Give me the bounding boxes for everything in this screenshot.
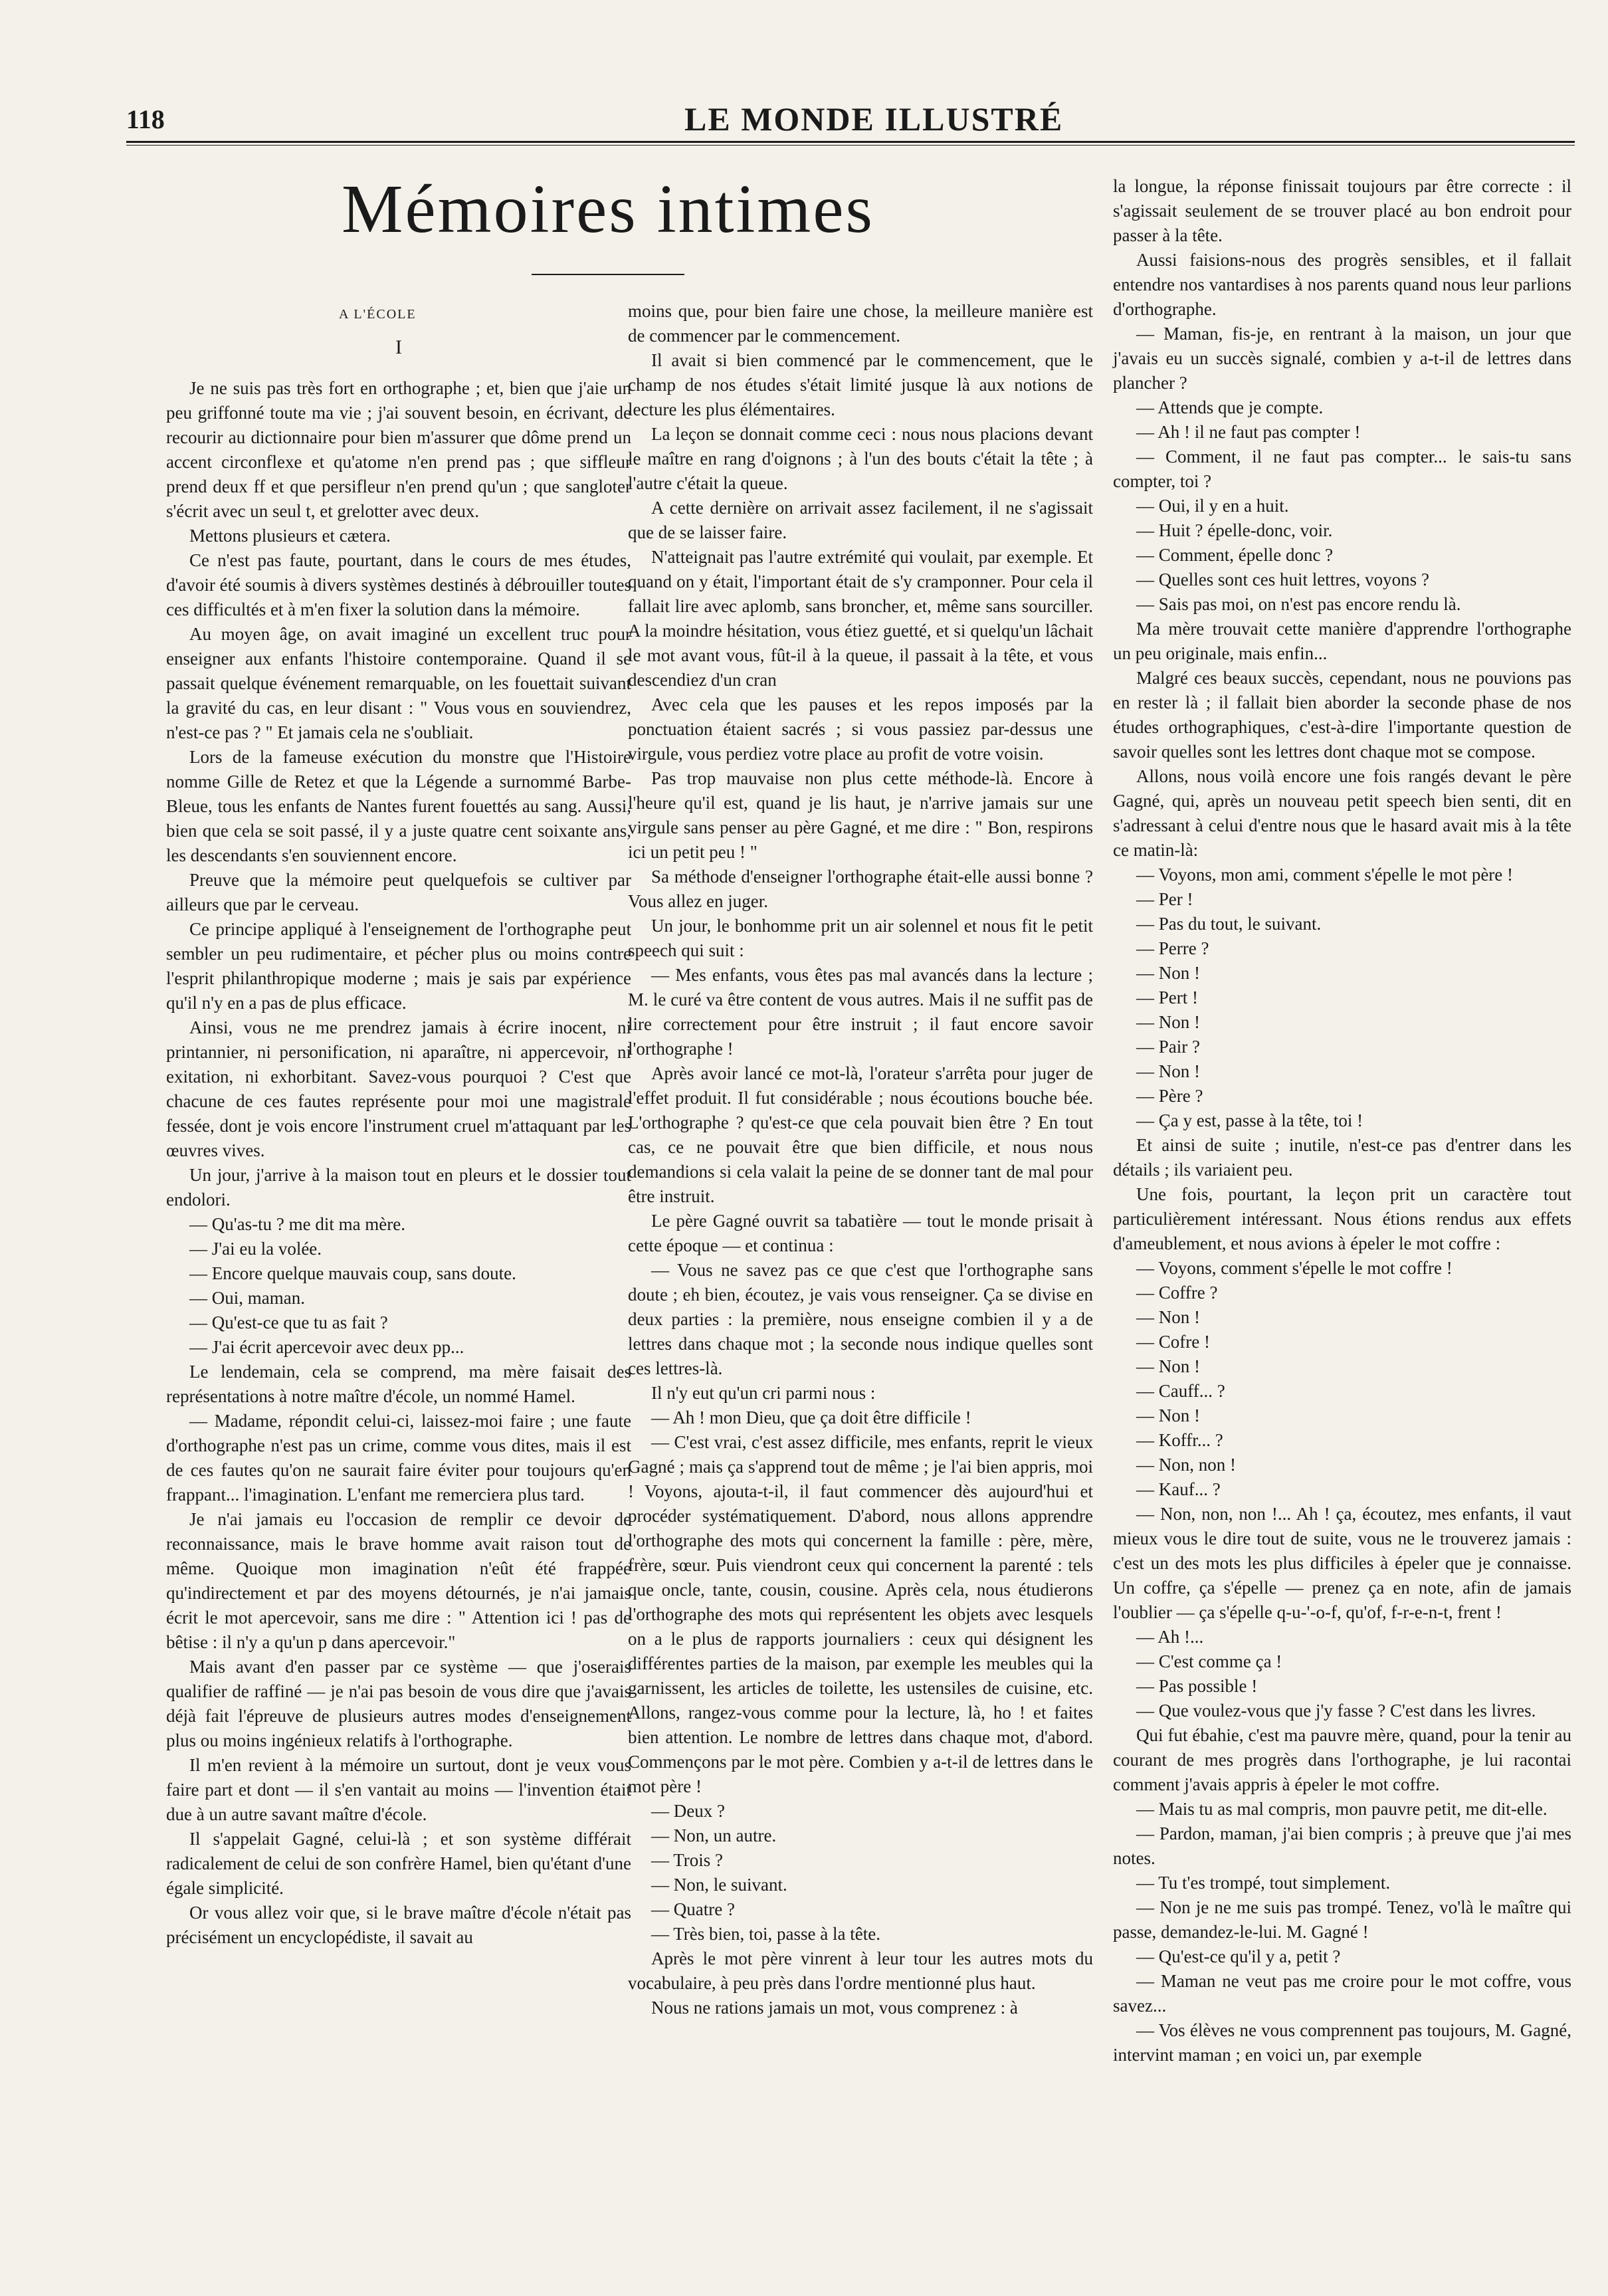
running-head: LE MONDE ILLUSTRÉ	[684, 100, 1064, 138]
paragraph: — Madame, répondit celui-ci, laissez-moi faire ; une faute d'orthographe n'est pas un crime, comme vous dites, mais il est de ces fautes qu'on ne saurait faire éviter pour toujours qu'en frappant... l'imagination. L'enfant me remerciera plus tard.	[166, 1411, 631, 1505]
paragraph: Au moyen âge, on avait imaginé un excellent truc pour enseigner aux enfants l'histoire contemporaine. Quand il se passait quelque événement remarquable, on les fouettait suivant la gravité du cas, en leur disant : " Vous vous en souviendrez, n'est-ce pas ? " Et jamais cela ne s'oubliait.	[166, 624, 631, 742]
paragraph: moins que, pour bien faire une chose, la meilleure manière est de commencer par le commencement.	[628, 301, 1093, 346]
paragraph: — Qu'est-ce que tu as fait ?	[189, 1312, 388, 1332]
paragraph: — Non !	[1136, 1061, 1200, 1081]
paragraph: — Non !	[1136, 1356, 1200, 1376]
paragraph: — Attends que je compte.	[1136, 397, 1324, 417]
paragraph: — Maman ne veut pas me croire pour le mot coffre, vous savez...	[1113, 1971, 1571, 2016]
paragraph: Ce principe appliqué à l'enseignement de l'orthographe peut sembler un peu rudimentaire, et pécher plus ou moins contre l'esprit philanthropique moderne ; mais je sais par expérience qu'il n'y en a pas de plus efficace.	[166, 919, 631, 1013]
paragraph: — Vos élèves ne vous comprennent pas toujours, M. Gagné, intervint maman ; en voici un, par exemple	[1113, 2020, 1571, 2065]
paragraph: — Non !	[1136, 1012, 1200, 1032]
paragraph: Et ainsi de suite ; inutile, n'est-ce pas d'entrer dans les détails ; ils variaient peu.	[1113, 1135, 1571, 1180]
paragraph: — Qu'as-tu ? me dit ma mère.	[189, 1214, 406, 1234]
paragraph: — Non, le suivant.	[651, 1875, 787, 1895]
paragraph: Après le mot père vinrent à leur tour les autres mots du vocabulaire, à peu près dans l'ordre mentionné plus haut.	[628, 1948, 1093, 1993]
paragraph: — J'ai eu la volée.	[189, 1239, 322, 1259]
paragraph: Un jour, j'arrive à la maison tout en pleurs et le dossier tout endolori.	[166, 1165, 631, 1209]
paragraph: — Très bien, toi, passe à la tête.	[651, 1924, 880, 1944]
paragraph: — Pas du tout, le suivant.	[1136, 914, 1322, 934]
paragraph: — Mais tu as mal compris, mon pauvre petit, me dit-elle.	[1136, 1799, 1548, 1819]
paragraph: — Voyons, comment s'épelle le mot coffre !	[1136, 1258, 1453, 1278]
header-rule	[126, 141, 1575, 146]
paragraph: Je ne suis pas très fort en orthographe ; et, bien que j'aie un peu griffonné toute ma vie ; j'ai souvent besoin, en écrivant, de recourir au dictionnaire pour bien m'assurer que dôme prend un accent circonflexe et qu'atome n'en prend pas ; que siffleur prend deux ff et que persifleur n'en prend qu'un ; que sangloter s'écrit avec un seul t, et grelotter avec deux.	[166, 378, 631, 521]
paragraph: — Oui, il y en a huit.	[1136, 496, 1289, 516]
paragraph: Un jour, le bonhomme prit un air solennel et nous fit le petit speech qui suit :	[628, 916, 1093, 960]
paragraph: — Comment, épelle donc ?	[1136, 545, 1334, 565]
paragraph: — Oui, maman.	[189, 1288, 305, 1308]
paragraph: — Kauf... ?	[1136, 1479, 1221, 1499]
paragraph: — Perre ?	[1136, 938, 1209, 958]
paragraph: — Non !	[1136, 963, 1200, 983]
text-column-3	[1113, 174, 1571, 2067]
paragraph: Il avait si bien commencé par le commencement, que le champ de nos études s'était limité jusque là aux notions de lecture les plus élémentaires.	[628, 350, 1093, 419]
paragraph: — Deux ?	[651, 1801, 725, 1821]
paragraph: Il n'y eut qu'un cri parmi nous :	[651, 1383, 876, 1403]
paragraph: Sa méthode d'enseigner l'orthographe était-elle aussi bonne ? Vous allez en juger.	[628, 867, 1093, 911]
paragraph: — Cofre !	[1136, 1332, 1210, 1352]
paragraph: — Quelles sont ces huit lettres, voyons ?	[1136, 570, 1429, 589]
paragraph: Ma mère trouvait cette manière d'apprendre l'orthographe un peu originale, mais enfin...	[1113, 619, 1571, 663]
paragraph: — C'est vrai, c'est assez difficile, mes enfants, reprit le vieux Gagné ; mais ça s'apprend tout de même ; je l'ai bien appris, moi ! Voyons, ajouta-t-il, il faut commencer dès aujourd'hui et procéder systématiquement. D'abord, nous allons apprendre l'orthographe des mots qui concernent la famille : père, mère, frère, sœur. Puis viendront ceux qui concernent la parenté : tels que oncle, tante, cousin, cousine. Après cela, nous étudierons l'orthographe des mots qui représentent les objets avec lesquels on a le plus de rapports journaliers : ceux qui désignent les différentes parties de la maison, par exemple les meubles qui la garnissent, les articles de toilette, les ustensiles de cuisine, etc. Allons, rangez-vous comme pour la lecture, là, ho ! et faites bien attention. Le nombre de lettres dans chaque mot, d'abord. Commençons par le mot père. Combien y a-t-il de lettres dans le mot père !	[628, 1432, 1093, 1796]
paragraph: — Pair ?	[1136, 1037, 1200, 1057]
paragraph: — Pardon, maman, j'ai bien compris ; à preuve que j'ai mes notes.	[1113, 1824, 1571, 1868]
text-column-1	[166, 302, 631, 1950]
paragraph: N'atteignait pas l'autre extrémité qui voulait, par exemple. Et quand on y était, l'important était de s'y cramponner. Pour cela il fallait lire avec aplomb, sans broncher, et, même sans sourciller. A la moindre hésitation, vous étiez guetté, et si quelqu'un lâchait le mot avant vous, fût-il à la queue, il passait à la tête, et vous descendiez d'un cran	[628, 547, 1093, 690]
paragraph: — Sais pas moi, on n'est pas encore rendu là.	[1136, 594, 1461, 614]
paragraph: — J'ai écrit apercevoir avec deux pp...	[189, 1337, 464, 1357]
paragraph: — Trois ?	[651, 1850, 724, 1870]
paragraph: Malgré ces beaux succès, cependant, nous ne pouvions pas en rester là ; il fallait bien aborder la seconde phase de nos études orthographiques, c'est-à-dire l'importante question de savoir quelles sont les lettres dont chaque mot se compose.	[1113, 668, 1571, 762]
paragraph: — Mes enfants, vous êtes pas mal avancés dans la lecture ; M. le curé va être content de vous autres. Mais il ne suffit pas de lire correctement pour être instruit ; il faut encore savoir l'orthographe !	[628, 965, 1093, 1059]
paragraph: A cette dernière on arrivait assez facilement, il ne s'agissait que de se laisser faire.	[628, 498, 1093, 542]
paragraph: — Cauff... ?	[1136, 1381, 1225, 1401]
paragraph: — Quatre ?	[651, 1899, 735, 1919]
paragraph: Qui fut ébahie, c'est ma pauvre mère, quand, pour la tenir au courant de mes progrès dans l'orthographe, je lui racontai comment j'avais appris à épeler le mot coffre.	[1113, 1725, 1571, 1794]
title-rule	[532, 274, 684, 275]
paragraph: — Voyons, mon ami, comment s'épelle le mot père !	[1136, 865, 1514, 885]
paragraph: — Koffr... ?	[1136, 1430, 1223, 1450]
paragraph: — Maman, fis-je, en rentrant à la maison, un jour que j'avais eu un succès signalé, combien y a-t-il de lettres dans plancher ?	[1113, 324, 1571, 393]
paragraph: Allons, nous voilà encore une fois rangés devant le père Gagné, qui, après un nouveau petit speech bien senti, dit en s'adressant à celui d'entre nous que le hasard avait mis à la tête ce matin-là:	[1113, 766, 1571, 860]
paragraph: Pas trop mauvaise non plus cette méthode-là. Encore à l'heure qu'il est, quand je lis haut, je n'arrive jamais sur une virgule sans penser au père Gagné, et me dire : " Bon, respirons ici un petit peu ! "	[628, 768, 1093, 862]
paragraph: — Père ?	[1136, 1086, 1203, 1106]
paragraph: Avec cela que les pauses et les repos imposés par la ponctuation étaient sacrés ; si vous passiez par-dessus une virgule, vous perdiez votre place au profit de votre voisin.	[628, 694, 1093, 764]
paragraph: Ainsi, vous ne me prendrez jamais à écrire inocent, ni printannier, ni personification, ni aparaître, ni appercevoir, ni exitation, ni exhorbitant. Savez-vous pourquoi ? C'est que chacune de ces fautes représente pour moi une magistrale fessée, dont je vois encore l'instrument cruel m'attaquant par les œuvres vives.	[166, 1017, 631, 1160]
paragraph: Le père Gagné ouvrit sa tabatière — tout le monde prisait à cette époque — et continua :	[628, 1211, 1093, 1255]
paragraph: — Huit ? épelle-donc, voir.	[1136, 520, 1333, 540]
paragraph: Mais avant d'en passer par ce système — que j'oserais qualifier de raffiné — je n'ai pas besoin de vous dire que j'avais déjà fait l'épreuve de plusieurs autres modes d'enseignement plus ou moins ingénieux relatifs à l'orthographe.	[166, 1657, 631, 1750]
article-subhead: A L'ÉCOLE	[339, 307, 417, 322]
paragraph: — Coffre ?	[1136, 1283, 1218, 1303]
section-number: I	[395, 336, 402, 358]
paragraph: — Pert !	[1136, 988, 1198, 1007]
paragraph: — Non je ne me suis pas trompé. Tenez, vo'là le maître qui passe, demandez-le-lui. M. Gagné !	[1113, 1897, 1571, 1942]
paragraph: — Non !	[1136, 1406, 1200, 1425]
paragraph: — Per !	[1136, 889, 1193, 909]
paragraph: — Non, un autre.	[651, 1826, 777, 1845]
paragraph: — Ah ! mon Dieu, que ça doit être difficile !	[651, 1408, 971, 1427]
page-number: 118	[126, 104, 165, 134]
paragraph: La leçon se donnait comme ceci : nous nous placions devant le maître en rang d'oignons ; à l'un des bouts c'était la tête ; à l'autre c'était la queue.	[628, 424, 1093, 493]
paragraph: — Non !	[1136, 1307, 1200, 1327]
paragraph: Après avoir lancé ce mot-là, l'orateur s'arrêta pour juger de l'effet produit. Il fut considérable ; nous écoutions bouche bée. L'orthographe ? qu'est-ce que cela pouvait bien être ? En tout cas, ce ne pouvait être que bien difficile, et nous nous demandions si cela valait la peine de se donner tant de mal pour être instruit.	[628, 1063, 1093, 1206]
paragraph: Je n'ai jamais eu l'occasion de remplir ce devoir de reconnaissance, mais le brave homme avait raison tout de même. Quoique mon imagination n'eût été frappée qu'indirectement et par des moyens détournés, je n'ai jamais écrit le mot apercevoir, sans me dire : " Attention ici ! pas de bêtise : il n'y a qu'un p dans apercevoir."	[166, 1509, 631, 1652]
paragraph: Lors de la fameuse exécution du monstre que l'Histoire nomme Gille de Retez et que la Légende a surnommé Barbe-Bleue, tous les enfants de Nantes furent fouettés au sang. Aussi, bien que cela se soit passé, il y a juste quatre cent soixante ans, les descendants s'en souviennent encore.	[166, 747, 631, 865]
paragraph: — Pas possible !	[1136, 1676, 1258, 1696]
paragraph: — Non, non !	[1136, 1455, 1236, 1475]
paragraph: la longue, la réponse finissait toujours par être correcte : il s'agissait seulement de se trouver placé au bon endroit pour passer à la tête.	[1113, 176, 1571, 245]
paragraph: Il m'en revient à la mémoire un surtout, dont je veux vous faire part et dont — il s'en vantait au moins — l'invention était due à un autre savant maître d'école.	[166, 1755, 631, 1824]
paragraph: — C'est comme ça !	[1136, 1651, 1282, 1671]
paragraph: — Ah !...	[1136, 1627, 1204, 1647]
paragraph: — Ça y est, passe à la tête, toi !	[1136, 1110, 1363, 1130]
paragraph: — Vous ne savez pas ce que c'est que l'orthographe sans doute ; eh bien, écoutez, je vais vous renseigner. Ça se divise en deux parties : la première, nous enseigne combien il y a de lettres dans chaque mot ; la seconde nous indique quelles sont ces lettres-là.	[628, 1260, 1093, 1378]
paragraph: Le lendemain, cela se comprend, ma mère faisait des représentations à notre maître d'école, un nommé Hamel.	[166, 1362, 631, 1406]
article-title: Mémoires intimes	[342, 171, 874, 247]
paragraph: — Que voulez-vous que j'y fasse ? C'est dans les livres.	[1136, 1701, 1536, 1721]
paragraph: Nous ne rations jamais un mot, vous comprenez : à	[651, 1998, 1018, 2018]
paragraph: — Comment, il ne faut pas compter... le sais-tu sans compter, toi ?	[1113, 447, 1571, 491]
paragraph: Une fois, pourtant, la leçon prit un caractère tout particulièrement intéressant. Nous étions rendus aux effets d'ameublement, et nous avions à épeler le mot coffre :	[1113, 1184, 1571, 1253]
paragraph: — Encore quelque mauvais coup, sans doute.	[189, 1263, 516, 1283]
paragraph: Il s'appelait Gagné, celui-là ; et son système différait radicalement de celui de son confrère Hamel, bien qu'étant d'une égale simplicité.	[166, 1829, 631, 1898]
paragraph: — Tu t'es trompé, tout simplement.	[1136, 1873, 1391, 1893]
paragraph: Mettons plusieurs et cætera.	[189, 526, 391, 546]
paragraph: — Ah ! il ne faut pas compter !	[1136, 422, 1361, 442]
paragraph: Ce n'est pas faute, pourtant, dans le cours de mes études, d'avoir été soumis à divers systèmes destinés à débrouiller toutes ces difficultés et à m'en fixer la solution dans la mémoire.	[166, 550, 631, 619]
paragraph: — Non, non, non !... Ah ! ça, écoutez, mes enfants, il vaut mieux vous le dire tout de suite, vous ne le trouverez jamais : c'est un des mots les plus difficiles à épeler que je connaisse. Un coffre, ça s'épelle — prenez ça en note, afin de jamais l'oublier — ça s'épelle q-u-'-o-f, qu'of, f-r-e-n-t, frent !	[1113, 1504, 1571, 1622]
paragraph: Or vous allez voir que, si le brave maître d'école n'était pas précisément un encyclopédiste, il savait au	[166, 1903, 631, 1947]
paragraph: Aussi faisions-nous des progrès sensibles, et il fallait entendre nos vantardises à nos parents quand nous leur parlions d'orthographe.	[1113, 250, 1571, 319]
paragraph: — Qu'est-ce qu'il y a, petit ?	[1136, 1946, 1341, 1966]
paragraph: Preuve que la mémoire peut quelquefois se cultiver par ailleurs que par le cerveau.	[166, 870, 631, 914]
text-column-2	[628, 299, 1093, 2020]
